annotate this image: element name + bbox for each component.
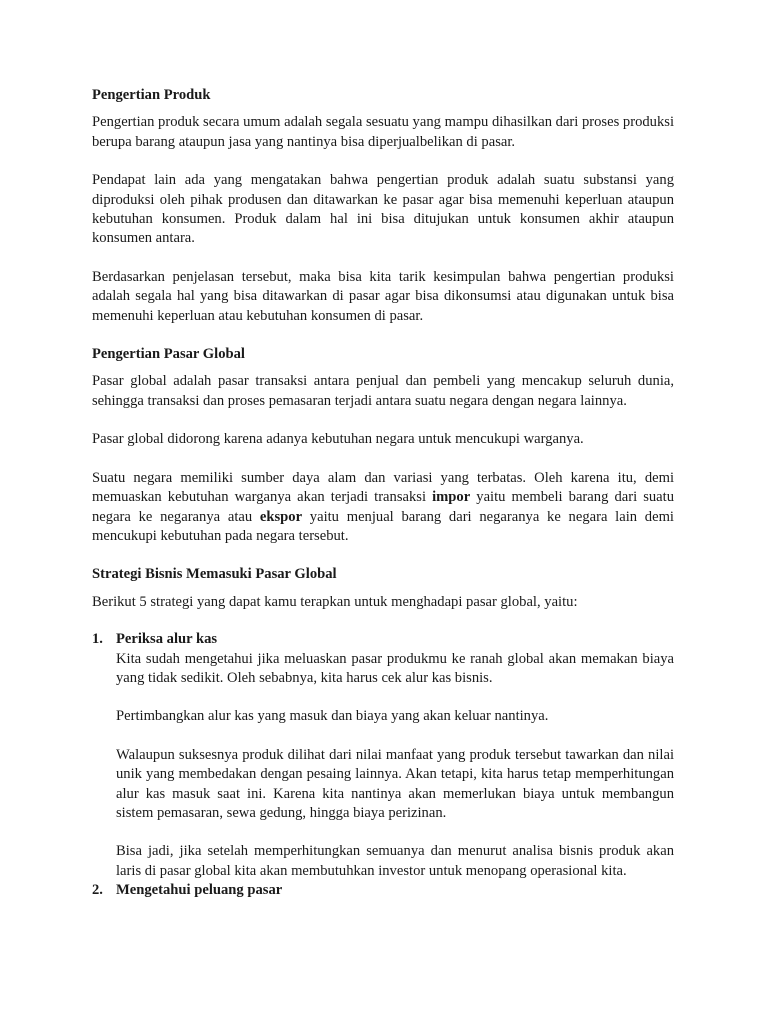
- list-number: 1.: [92, 631, 103, 648]
- text-run: yaitu menjual barang dari negaranya ke negara lain demi mencukupi kebutuhan pada negara tersebut.: [92, 508, 674, 544]
- section-pengertian-pasar-global: [92, 345, 674, 546]
- paragraph: Walaupun suksesnya produk dilihat dari nilai manfaat yang produk tersebut tawarkan dan nilai unik yang membedakan dengan pesaing lainnya. Akan tetapi, kita harus tetap memperhitungan alur kas masuk saat ini. Karena kita nantinya akan memerlukan biaya untuk membangun sistem pemasaran, sewa gedung, hingga biaya perizinan.: [116, 746, 674, 821]
- paragraph: Bisa jadi, jika setelah memperhitungkan semuanya dan menurut analisa bisnis produk akan laris di pasar global kita akan membutuhkan investor untuk menopang operasional kita.: [116, 843, 674, 879]
- term-impor: impor: [432, 489, 471, 506]
- term-ekspor: ekspor: [259, 508, 303, 525]
- text-run: Suatu negara memiliki sumber daya alam dan variasi yang terbatas. Oleh karena itu, demi memuaskan kebutuhan warganya akan terjadi transaksi: [92, 469, 674, 506]
- paragraph: Pertimbangkan alur kas yang masuk dan biaya yang akan keluar nantinya.: [116, 708, 549, 725]
- list-item-title: Mengetahui peluang pasar: [116, 882, 283, 899]
- document-page: [92, 86, 674, 901]
- paragraph: Pasar global didorong karena adanya kebutuhan negara untuk mencukupi warganya.: [92, 431, 584, 448]
- section-heading: Strategi Bisnis Memasuki Pasar Global: [92, 566, 337, 583]
- paragraph-impor-ekspor: [92, 469, 674, 547]
- paragraph: Berdasarkan penjelasan tersebut, maka bisa kita tarik kesimpulan bahwa pengertian produksi adalah segala hal yang bisa ditawarkan di pasar agar bisa dikonsumsi atau digunakan untuk bisa memenuhi keperluan atau kebutuhan konsumen di pasar.: [92, 268, 674, 324]
- paragraph: Kita sudah mengetahui jika meluaskan pasar produkmu ke ranah global akan memakan biaya yang tidak sedikit. Oleh sebabnya, kita harus cek alur kas bisnis.: [116, 650, 674, 686]
- section-heading: Pengertian Pasar Global: [92, 346, 245, 363]
- paragraph-intro: Berikut 5 strategi yang dapat kamu terapkan untuk menghadapi pasar global, yaitu:: [92, 593, 578, 610]
- list-item-title: Periksa alur kas: [116, 631, 218, 648]
- list-item: [92, 881, 674, 900]
- paragraph: Pendapat lain ada yang mengatakan bahwa pengertian produk adalah suatu substansi yang diproduksi oleh pihak produsen dan ditawarkan ke pasar agar bisa memenuhi keperluan ataupun kebutuhan konsumen. Produk dalam hal ini bisa ditujukan untuk konsumen akhir ataupun konsumen antara.: [92, 172, 674, 247]
- strategy-list: [92, 630, 674, 900]
- section-pengertian-produk: [92, 86, 674, 326]
- section-strategi-bisnis: [92, 565, 674, 900]
- list-number: 2.: [92, 882, 103, 899]
- list-item: [92, 630, 674, 881]
- paragraph: Pasar global adalah pasar transaksi antara penjual dan pembeli yang mencakup seluruh dunia, sehingga transaksi dan proses pemasaran terjadi antara suatu negara dengan negara lainnya.: [92, 373, 674, 409]
- paragraph: Pengertian produk secara umum adalah segala sesuatu yang mampu dihasilkan dari proses produksi berupa barang ataupun jasa yang nantinya bisa diperjualbelikan di pasar.: [92, 114, 674, 150]
- text-run: yaitu membeli barang dari suatu negara ke negaranya atau: [92, 489, 675, 525]
- section-heading: Pengertian Produk: [92, 87, 211, 103]
